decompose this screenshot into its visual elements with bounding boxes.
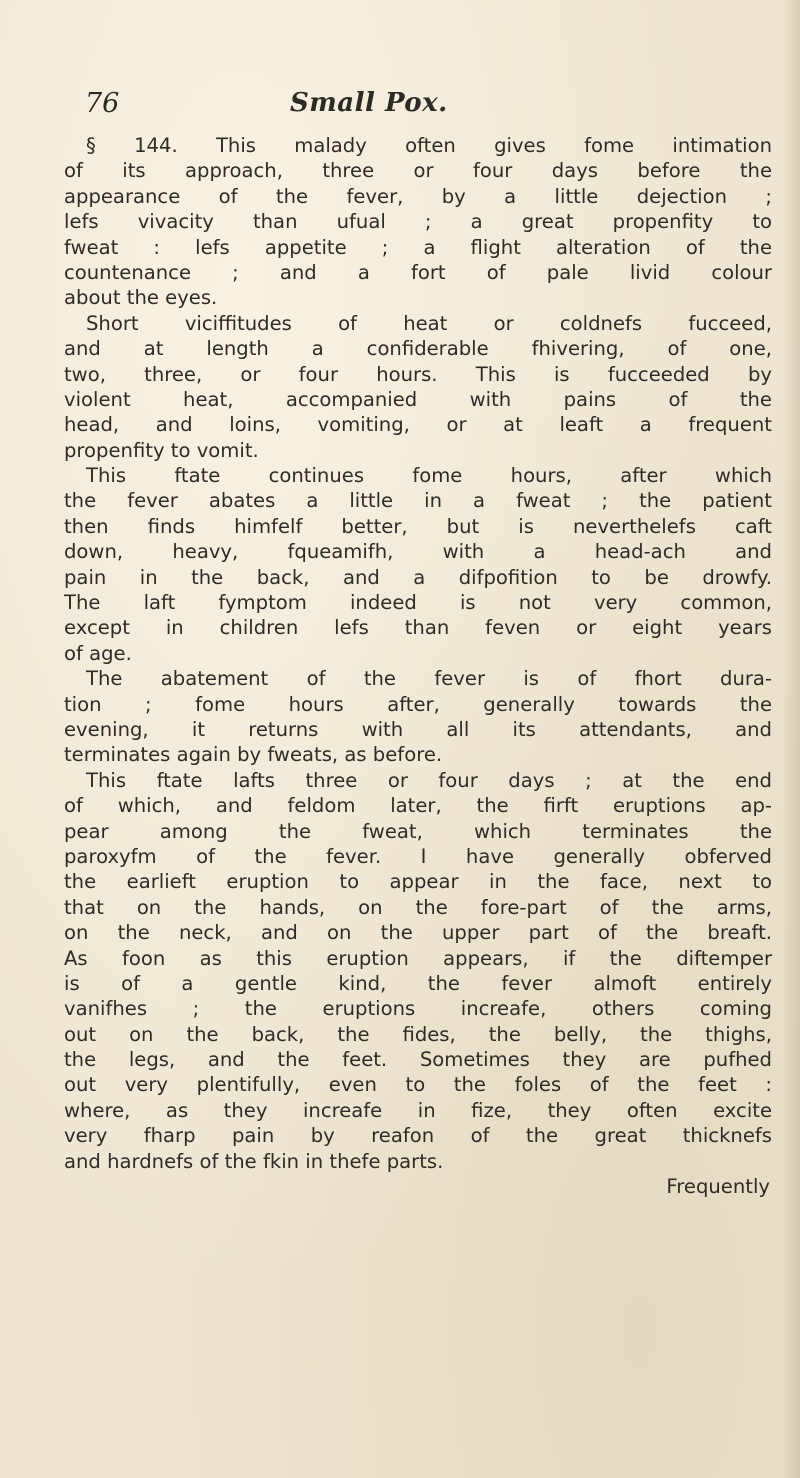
text-line: out very plentifully, even to the foles of the feet :	[64, 1073, 772, 1097]
text-line: § 144. This malady often gives fome intimation	[86, 134, 772, 157]
text-line: head, and loins, vomiting, or at leaft a frequent	[64, 413, 772, 437]
running-head: Small Pox.	[290, 88, 448, 118]
text-line: the fever abates a little in a fweat ; the patient	[64, 489, 772, 513]
text-line: the legs, and the feet. Sometimes they are pufhed	[64, 1048, 772, 1072]
text-line: two, three, or four hours. This is fucceeded by	[64, 362, 772, 386]
text-line: paroxyfm of the fever. I have generally obferved	[64, 844, 772, 868]
text-line: The laft fymptom indeed is not very common,	[64, 591, 772, 615]
text-line: violent heat, accompanied with pains of the	[64, 387, 772, 411]
catchword: Frequently	[666, 1175, 770, 1199]
text-line: and at length a confiderable fhivering, of one,	[64, 337, 772, 361]
text-line: of its approach, three or four days before the	[64, 159, 772, 183]
text-line: countenance ; and a fort of pale livid colour	[64, 260, 772, 284]
page-number: 76	[85, 88, 120, 119]
text-line: Short viciffitudes of heat or coldnefs fucceed,	[86, 311, 772, 335]
text-line: out on the back, the fides, the belly, the thighs,	[64, 1022, 772, 1046]
text-line: of age.	[64, 641, 132, 665]
text-line: that on the hands, on the fore-part of the arms,	[64, 895, 772, 919]
text-line: tion ; fome hours after, generally towards the	[64, 692, 772, 716]
text-line: of which, and feldom later, the firft eruptions ap-	[64, 794, 772, 818]
text-line: about the eyes.	[64, 286, 218, 310]
text-line: is of a gentle kind, the fever almoft entirely	[64, 971, 772, 995]
text-line: where, as they increafe in fize, they often excite	[64, 1098, 772, 1122]
text-line: fweat : lefs appetite ; a flight alteration of the	[64, 235, 772, 259]
page-edge-shadow	[782, 0, 800, 1478]
text-line: the earlieft eruption to appear in the face, next to	[64, 870, 772, 894]
text-line: and hardnefs of the fkin in thefe parts.	[64, 1149, 444, 1173]
text-line: This ftate continues fome hours, after which	[86, 464, 772, 488]
text-line: pain in the back, and a difpofition to be drowfy.	[64, 565, 772, 589]
text-line: then finds himfelf better, but is neverthelefs caft	[64, 514, 772, 538]
text-line: The abatement of the fever is of fhort dura-	[86, 667, 772, 691]
text-line: propenfity to vomit.	[64, 438, 259, 462]
text-line: terminates again by fweats, as before.	[64, 743, 443, 767]
text-line: evening, it returns with all its attendants, and	[64, 717, 772, 741]
text-line: This ftate lafts three or four days ; at the end	[86, 768, 772, 792]
text-line: down, heavy, fqueamifh, with a head-ach and	[64, 540, 772, 564]
text-line: lefs vivacity than ufual ; a great propenfity to	[64, 210, 772, 234]
text-line: very fharp pain by reafon of the great thicknefs	[64, 1124, 772, 1148]
text-line: vanifhes ; the eruptions increafe, others coming	[64, 997, 772, 1021]
text-line: As foon as this eruption appears, if the diftemper	[64, 946, 772, 970]
text-line: appearance of the fever, by a little dejection ;	[64, 184, 772, 208]
page-header	[85, 88, 745, 128]
text-line: on the neck, and on the upper part of the breaft.	[64, 921, 772, 945]
body-text	[64, 133, 772, 1199]
text-line: pear among the fweat, which terminates the	[64, 819, 772, 843]
text-line: except in children lefs than feven or eight years	[64, 616, 772, 640]
